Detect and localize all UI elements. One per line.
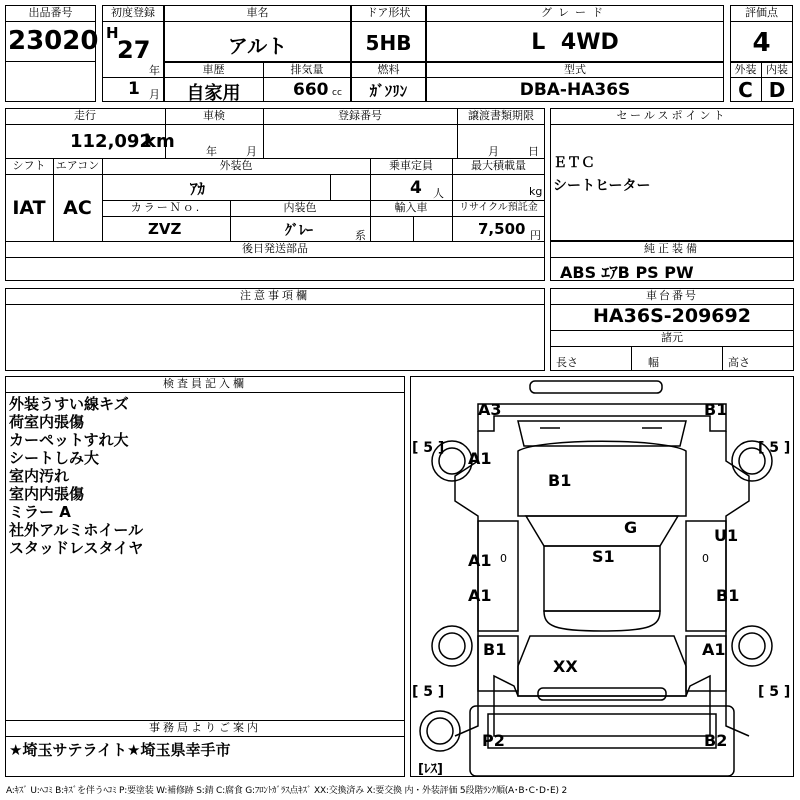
reg-year: 27	[117, 36, 151, 64]
max-load-unit: kg	[529, 185, 543, 198]
sales-point-1: ＥＴＣ	[553, 155, 595, 171]
history-label: 車歴	[202, 63, 225, 76]
insp-month-unit: 月	[246, 145, 257, 158]
transfer-label: 譲渡書類期限	[468, 109, 534, 122]
int-color: ｸﾞﾚｰ	[285, 223, 313, 239]
capacity-label: 乗車定員	[389, 159, 433, 172]
mark-b1-top-right: B1	[704, 400, 728, 419]
inspector-note: 社外アルミホイール	[9, 521, 144, 539]
displacement-unit: cc	[332, 88, 342, 98]
chassis-label: 車台番号	[646, 289, 698, 302]
inspector-note: シートしみ大	[9, 449, 100, 467]
max-load-label: 最大積載量	[471, 159, 526, 172]
transfer-month-unit: 月	[488, 145, 499, 158]
length-label: 長さ	[556, 356, 578, 369]
inspector-note: スタッドレスタイヤ	[9, 539, 144, 557]
exterior-grade: C	[738, 78, 753, 102]
tire-spare: [ﾚｽ]	[418, 762, 443, 777]
door-type: 5HB	[365, 31, 412, 55]
tire-rl: [ 5 ]	[412, 684, 445, 700]
equipment: ABS ｴｱB PS PW	[560, 263, 694, 282]
recycle-unit: 円	[530, 229, 541, 242]
mark-xx-back: XX	[553, 657, 578, 676]
model: DBA-HA36S	[519, 80, 631, 100]
mileage-label: 走行	[74, 109, 96, 122]
inspector-note: 室内汚れ	[9, 467, 70, 485]
mark-g-windshield: G	[624, 518, 638, 537]
displacement-label: 排気量	[290, 63, 324, 76]
lot-number: 23020	[8, 26, 99, 56]
transfer-day-unit: 日	[528, 145, 539, 158]
capacity-unit: 人	[433, 187, 444, 200]
mark-a1-left-rear: A1	[468, 586, 492, 605]
tire-fr: [ 5 ]	[758, 440, 791, 456]
sales-point-2: シートヒーター	[553, 178, 651, 194]
legend: A:ｷｽﾞ U:ﾍｺﾐ B:ｷｽﾞを伴うﾍｺﾐ P:要塗装 W:補修跡 S:錆 C:腐食 G:ﾌﾛﾝﾄｶﾞﾗｽ点ｷｽﾞ XX:交換済み X:要交換 内・外装評価 5段階ﾗﾝｸ順(A･B･C･D･E) 2	[6, 786, 567, 796]
zero-left-mid: 0	[500, 552, 507, 565]
inspector-label: 検査員記入欄	[163, 377, 247, 390]
door-label: ドア形状	[366, 6, 411, 19]
color-no: ZVZ	[148, 220, 182, 238]
reg-number-label: 登録番号	[338, 109, 382, 122]
first-reg-label: 初度登録	[111, 6, 155, 19]
capacity: 4	[410, 178, 422, 198]
chassis-number: HA36S-209692	[593, 305, 751, 327]
tire-fl: [ 5 ]	[412, 440, 445, 456]
tire-rr: [ 5 ]	[758, 684, 791, 700]
ac-label: エアコン	[55, 159, 100, 172]
notes-label: 注意事項欄	[240, 289, 310, 302]
mark-b1-right-mid: B1	[716, 586, 740, 605]
mark-a1-right-rear: A1	[702, 640, 726, 659]
score: 4	[752, 28, 771, 58]
fuel: ｶﾞｿﾘﾝ	[369, 82, 408, 100]
shift-label: シフト	[12, 159, 46, 172]
mileage-unit: km	[144, 131, 175, 152]
inspector-note: 外装うすい線キズ	[9, 395, 129, 413]
car-name-label: 車名	[246, 6, 269, 19]
int-color-label: 内装色	[283, 201, 317, 214]
ext-color: ｱｶ	[190, 180, 206, 198]
mark-b1-left-rear: B1	[483, 640, 507, 659]
mileage: 112,092	[70, 131, 152, 152]
month-unit: 月	[149, 88, 160, 101]
interior-label: 内装	[766, 63, 788, 76]
history: 自家用	[186, 83, 241, 104]
inspector-notes	[9, 395, 143, 557]
recycle-label: リサイクル預託金	[459, 202, 538, 213]
car-outline-diagram	[410, 376, 794, 777]
equipment-label: 純正装備	[644, 242, 700, 255]
inspector-note: カーペットすれ大	[9, 431, 129, 449]
inspector-note: 室内内張傷	[9, 485, 85, 503]
reg-month: 1	[128, 79, 140, 99]
fuel-label: 燃料	[377, 63, 400, 76]
office-text: ★埼玉サテライト★埼玉県幸手市	[9, 741, 231, 759]
inspector-note: 荷室内張傷	[9, 413, 85, 431]
mark-p2: P2	[482, 731, 505, 750]
height-label: 高さ	[728, 356, 750, 369]
mark-b1-hood: B1	[548, 471, 572, 490]
era: H	[106, 24, 119, 42]
width-label: 幅	[648, 356, 659, 369]
mark-b2: B2	[704, 731, 728, 750]
ac: AC	[63, 197, 92, 219]
score-label: 評価点	[745, 6, 778, 19]
car-name: アルト	[227, 34, 288, 58]
ext-color-label: 外装色	[219, 159, 253, 172]
model-label: 型式	[564, 63, 586, 76]
insp-year-unit: 年	[206, 145, 217, 158]
inspector-note: ミラー A	[9, 503, 71, 521]
mark-a1-left-front: A1	[468, 449, 492, 468]
displacement: 660	[293, 80, 329, 100]
exterior-label: 外装	[734, 63, 757, 76]
zero-right-mid: 0	[702, 552, 709, 565]
interior-grade: D	[768, 78, 786, 102]
shift: IAT	[12, 197, 46, 219]
recycle: 7,500	[478, 220, 526, 238]
year-unit: 年	[149, 64, 160, 77]
grade: L 4WD	[531, 30, 619, 55]
grade-label: グレード	[541, 6, 609, 19]
int-color-unit: 系	[355, 229, 366, 242]
mark-a3: A3	[478, 400, 502, 419]
mark-a1-left-mid: A1	[468, 551, 492, 570]
mark-s1-roof: S1	[592, 547, 615, 566]
inspection-label: 車検	[203, 109, 225, 122]
lot-label: 出品番号	[28, 6, 73, 19]
mark-u1-right: U1	[714, 526, 739, 545]
import-label: 輸入車	[394, 201, 428, 214]
office-label: 事務局よりご案内	[149, 721, 261, 734]
color-no-label: カラーＮｏ.	[130, 201, 202, 214]
sales-point-label: セールスポイント	[616, 109, 728, 122]
later-parts-label: 後日発送部品	[242, 242, 308, 255]
specs-label: 諸元	[661, 331, 683, 344]
